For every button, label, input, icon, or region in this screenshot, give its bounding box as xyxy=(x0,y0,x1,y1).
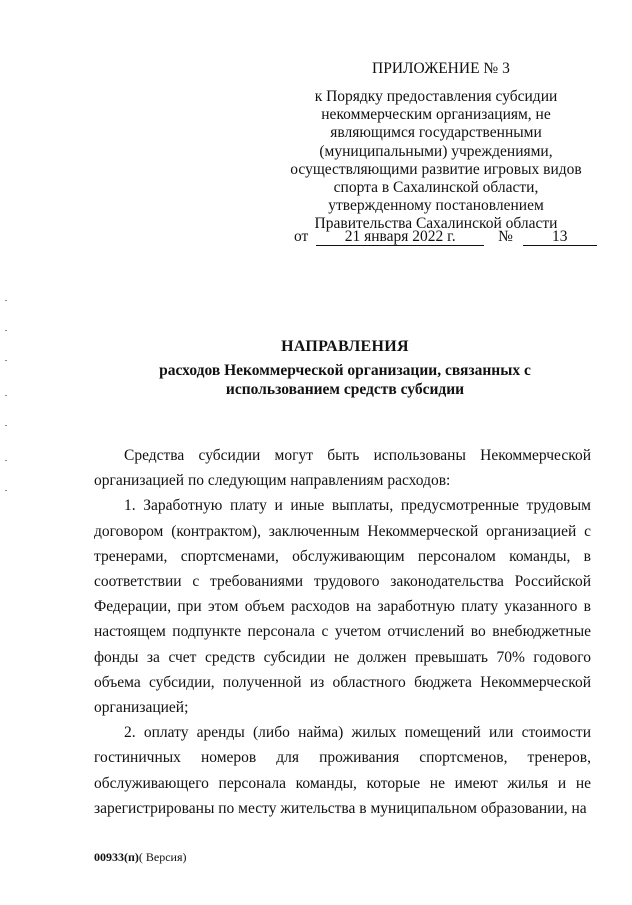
subtitle-line: расходов Некоммерческой организации, связанных с xyxy=(159,362,531,379)
scan-mark xyxy=(5,330,7,331)
document-footer xyxy=(94,850,187,865)
scan-mark xyxy=(5,460,7,461)
scan-mark xyxy=(5,395,7,396)
scan-mark xyxy=(5,490,7,491)
subtitle-line: использованием средств субсидии xyxy=(225,381,465,398)
date-value: 21 января 2022 г. xyxy=(316,229,484,246)
number-value: 13 xyxy=(523,229,597,246)
appendix-title: ПРИЛОЖЕНИЕ № 3 xyxy=(372,60,510,77)
approval-line: являющимся государственными xyxy=(330,124,542,142)
scan-mark xyxy=(5,360,7,361)
document-title: НАПРАВЛЕНИЯ xyxy=(281,338,409,355)
approval-line: к Порядку предоставления субсидии xyxy=(314,88,558,105)
approval-line: осуществляющими развитие игровых видов xyxy=(290,160,582,178)
approval-line: Правительства Сахалинской области xyxy=(314,215,558,233)
number-label: № xyxy=(498,228,513,245)
item-paragraph: 2. оплату аренды (либо найма) жилых помещений или стоимости гостиничных номеров для проживания спортсменов, тренеров, обслуживающего персонала команды, которые не имеют жилья и не зарегистрированы по месту жительства в муниципальном образовании, на xyxy=(94,724,591,817)
scan-mark xyxy=(5,300,7,301)
footer-version: ( Версия) xyxy=(138,850,187,864)
item-paragraph: 1. Заработную плату и иные выплаты, предусмотренные трудовым договором (контрактом), заключенным Некоммерческой организацией с тренерами, спортсменами, обслуживающим персоналом команды, в соответствии с требованиями трудового законодательства Российской Федерации, при этом объем расходов на заработную плату указанного в настоящем подпункте персонала с учетом отчислений во внебюджетные фонды за счет средств субсидии не должен превышать 70% годового объема субсидии, полученной из областного бюджета Некоммерческой организацией; xyxy=(94,497,591,717)
approval-line: спорта в Сахалинской области, xyxy=(333,179,539,197)
approval-line: (муниципальными) учреждениями, xyxy=(319,142,553,160)
intro-paragraph: Средства субсидии могут быть использованы Некоммерческой организацией по следующим направлениям расходов: xyxy=(94,447,591,490)
footer-code: 00933(п) xyxy=(94,850,139,864)
approval-block xyxy=(286,88,586,234)
scan-mark xyxy=(5,425,7,426)
document-subtitle xyxy=(0,361,632,399)
date-prefix: от xyxy=(294,228,309,245)
document-body xyxy=(94,443,591,821)
date-number-row xyxy=(294,228,597,246)
approval-line: утвержденному постановлением xyxy=(328,197,544,215)
approval-line: некоммерческим организациям, не xyxy=(321,106,551,124)
